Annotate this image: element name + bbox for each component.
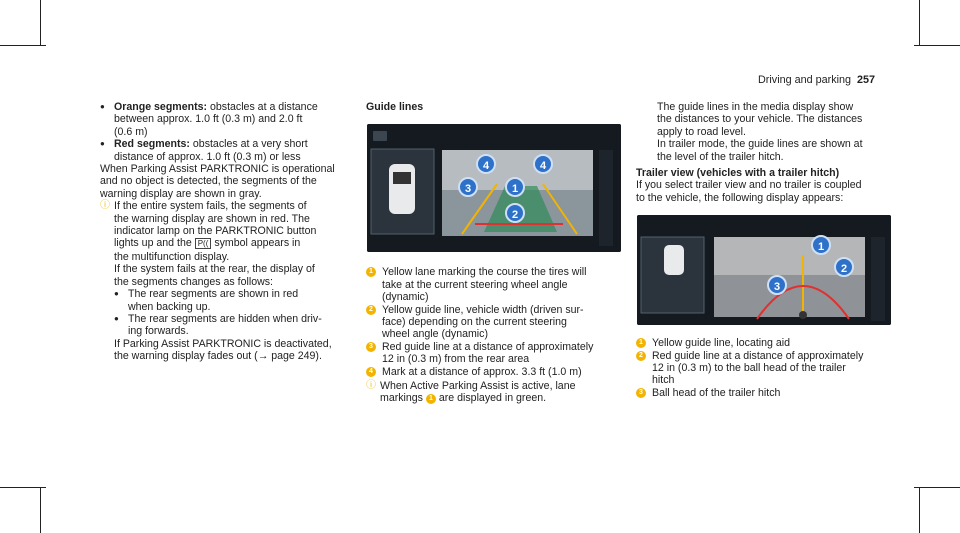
page-header — [758, 74, 875, 86]
text-line: are displayed in green. — [438, 392, 547, 405]
text-line: Red guide line at a distance of approximately — [382, 340, 594, 353]
text-line: Red guide line at a distance of approximately — [652, 349, 864, 362]
text-line: The rear segments are shown in red — [128, 288, 299, 301]
text-line: 12 in (0.3 m) to the ball head of the trailer — [652, 362, 846, 375]
section-heading: Guide lines — [366, 101, 424, 113]
text-line: If Parking Assist PARKTRONIC is deactivated, — [114, 337, 332, 350]
section-heading: Trailer view (vehicles with a trailer hitch) — [636, 167, 840, 180]
text-line: markings — [380, 392, 423, 405]
bullet-text: between approx. 1.0 ft (0.3 m) and 2.0 ft — [114, 113, 303, 126]
text-line: indicator lamp on the PARKTRONIC button — [114, 225, 317, 238]
paragraph — [100, 163, 352, 200]
list-item — [366, 304, 626, 341]
arrow-right-icon: → — [257, 350, 269, 363]
list-item — [636, 337, 898, 349]
item-number: 3 — [366, 342, 376, 352]
section-title: Driving and parking — [758, 74, 852, 86]
paragraph — [657, 101, 898, 163]
item-number: 4 — [366, 367, 376, 377]
item-number: 2 — [366, 305, 376, 315]
text-line: symbol appears in — [214, 237, 301, 250]
list-item — [100, 138, 352, 163]
text-line: hitch — [652, 374, 675, 387]
list-item — [366, 266, 626, 303]
bullet-label: Orange segments: — [114, 101, 208, 113]
text-line: the warning display fades out ( — [114, 350, 258, 363]
camera-view-graphic — [367, 124, 621, 252]
text-line: face) depending on the current steering — [382, 316, 567, 329]
bullet-text: obstacles at a distance — [209, 101, 318, 113]
text-line: (dynamic) — [382, 291, 429, 304]
text-line: ing forwards. — [128, 325, 189, 338]
parktronic-symbol-icon: P(( — [195, 238, 212, 249]
text-line: If the system fails at the rear, the display of — [114, 263, 315, 276]
legend-list — [366, 266, 626, 378]
text-line: Yellow guide line, locating aid — [652, 337, 791, 350]
bullet-icon: ● — [114, 313, 119, 323]
text-line: If you select trailer view and no trailer is coupled — [636, 179, 862, 192]
list-item — [114, 313, 332, 338]
legend-list — [636, 337, 898, 399]
text-line: apply to road level. — [657, 125, 746, 138]
text-line: the level of the trailer hitch. — [657, 150, 784, 163]
parking-mode-icon — [373, 131, 387, 141]
text-line: the distances to your vehicle. The distances — [657, 113, 863, 126]
callout-2: 2 — [834, 257, 854, 277]
bullet-text: obstacles at a very short — [192, 138, 308, 151]
trailer-view-display-image — [637, 215, 891, 325]
info-note — [100, 200, 352, 362]
text-line: 12 in (0.3 m) from the rear area — [382, 353, 530, 366]
text-line: take at the current steering wheel angle — [382, 278, 568, 291]
text-line: when backing up. — [128, 300, 211, 313]
item-number: 2 — [636, 351, 646, 361]
bullet-icon: ● — [100, 139, 105, 149]
column-right — [636, 101, 898, 399]
text-line: and no object is detected, the segments of the — [100, 175, 317, 188]
bullet-text: distance of approx. 1.0 ft (0.3 m) or less — [114, 150, 301, 163]
text-line: Ball head of the trailer hitch — [652, 386, 781, 399]
text-line: to the vehicle, the following display appears: — [636, 191, 844, 204]
item-number: 3 — [636, 388, 646, 398]
bullet-icon: ● — [100, 102, 105, 111]
column-left — [100, 101, 352, 363]
text-line: the segments changes as follows: — [114, 275, 273, 288]
text-line: warning display are shown in gray. — [100, 187, 262, 200]
text-line: Yellow guide line, vehicle width (driven sur- — [382, 303, 584, 316]
callout-3: 3 — [767, 275, 787, 295]
callout-4-left: 4 — [476, 154, 496, 174]
callout-1: 1 — [811, 235, 831, 255]
info-icon: ⓘ — [366, 380, 376, 392]
text-line: wheel angle (dynamic) — [382, 328, 488, 341]
text-line: the multifunction display. — [114, 250, 230, 263]
item-number: 1 — [636, 338, 646, 348]
list-item — [114, 288, 332, 313]
item-number: 1 — [366, 267, 376, 277]
text-line: When Parking Assist PARKTRONIC is operational — [100, 163, 335, 176]
list-item — [636, 350, 898, 387]
list-item — [366, 366, 626, 378]
text-line: If the entire system fails, the segments of — [114, 200, 307, 213]
info-note — [366, 380, 626, 405]
page-number: 257 — [857, 74, 876, 86]
callout-2: 2 — [505, 203, 525, 223]
text-line: In trailer mode, the guide lines are shown at — [657, 138, 863, 151]
text-line: When Active Parking Assist is active, lane — [380, 380, 576, 393]
list-item — [100, 101, 352, 138]
bullet-label: Red segments: — [114, 138, 190, 151]
text-line: lights up and the — [114, 237, 192, 250]
column-middle — [366, 101, 626, 405]
callout-3: 3 — [458, 177, 478, 197]
item-number: 1 — [426, 394, 436, 404]
text-line: The guide lines in the media display show — [657, 101, 854, 113]
text-line: The rear segments are hidden when driv- — [128, 312, 322, 325]
callout-1: 1 — [505, 177, 525, 197]
info-icon: ⓘ — [100, 200, 110, 212]
list-item — [366, 341, 626, 366]
list-item — [636, 387, 898, 399]
bullet-icon: ● — [114, 289, 119, 299]
text-line: Mark at a distance of approx. 3.3 ft (1.0 m) — [382, 365, 582, 378]
bullet-text: (0.6 m) — [114, 125, 148, 138]
text-line: the warning display are shown in red. The — [114, 212, 310, 225]
guide-lines-display-image — [367, 124, 621, 252]
page-reference-link[interactable]: page 249). — [268, 350, 322, 363]
text-line: Yellow lane marking the course the tires will — [382, 266, 587, 279]
callout-4-right: 4 — [533, 154, 553, 174]
